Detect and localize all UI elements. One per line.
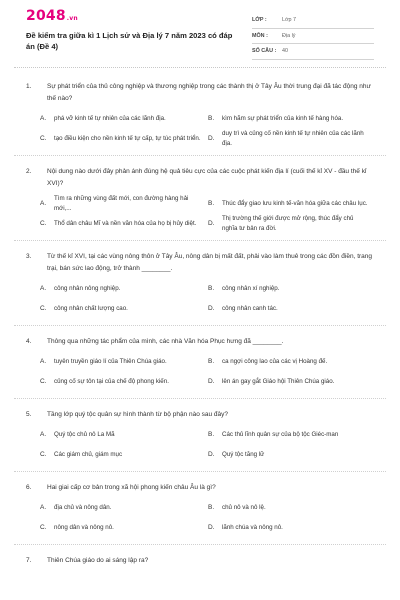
option-text: công nhân xí nghiệp. (222, 285, 280, 292)
answer-option-d[interactable] (208, 129, 376, 149)
subject-value: Địa lý (282, 32, 296, 39)
option-text: duy trì và củng cố nền kinh tế tự nhiên của các lãnh địa. (222, 130, 364, 147)
option-letter: B. (208, 358, 215, 365)
option-text: lên án gay gắt Giáo hội Thiên Chúa giáo. (222, 378, 335, 385)
option-letter: A. (40, 358, 47, 365)
option-letter: A. (40, 285, 47, 292)
question-text (26, 166, 376, 190)
option-text: lãnh chúa và nông nô. (222, 524, 283, 531)
option-text: Thúc đẩy giao lưu kinh tế-văn hóa giữa các châu lục. (222, 200, 368, 207)
page-title: Đề kiểm tra giữa kì 1 Lịch sử và Địa lý 7 năm 2023 có đáp án (Đề 4) (26, 31, 233, 51)
option-letter: D. (208, 220, 215, 227)
option-text: công nhân chất lượng cao. (54, 305, 128, 312)
option-text: phá vỡ kinh tế tự nhiên của các lãnh địa. (54, 115, 166, 122)
question-text (26, 81, 376, 105)
question-text (26, 482, 376, 494)
answer-option-b[interactable] (208, 279, 376, 299)
answer-option-c[interactable] (40, 372, 208, 392)
answer-options (40, 194, 376, 234)
logo-suffix: .vn (66, 15, 78, 22)
answer-option-a[interactable] (40, 498, 208, 518)
question-divider (14, 398, 386, 399)
meta-row-count (252, 44, 374, 60)
option-letter: A. (40, 504, 47, 511)
answer-option-b[interactable] (208, 498, 376, 518)
question-stem: Sự phát triển của thủ công nghiệp và thương nghiệp trong các thành thị ở Tây Âu thời trung đại đã tác động như thế nào? (47, 83, 371, 102)
question-stem: Hai giai cấp cơ bản trong xã hội phong kiến châu Âu là gì? (47, 484, 216, 491)
question-number: 6. (26, 484, 32, 491)
question-2 (26, 166, 376, 234)
option-text: công nhân nông nghiệp. (54, 285, 121, 292)
question-stem: Từ thế kỉ XVI, tại các vùng nông thôn ở Tây Âu, nông dân bị mất đất, phải vào làm thuê trong các đồn điền, trang trại, bán sức lao động, trở thành ________. (47, 253, 373, 272)
option-text: tuyên truyền giáo lí của Thiên Chúa giáo. (54, 358, 167, 365)
answer-options (40, 352, 376, 392)
option-letter: B. (208, 115, 215, 122)
question-divider (14, 240, 386, 241)
question-4 (26, 336, 376, 392)
site-logo[interactable] (26, 8, 78, 24)
option-letter: B. (208, 200, 215, 207)
options-row (40, 425, 376, 445)
answer-option-b[interactable] (208, 352, 376, 372)
question-6 (26, 482, 376, 538)
answer-options (40, 279, 376, 319)
question-number: 2. (26, 168, 32, 175)
options-row (40, 109, 376, 129)
option-letter: B. (208, 504, 215, 511)
answer-option-a[interactable] (40, 352, 208, 372)
question-stem: Nội dung nào dưới đây phản ánh đúng hệ quả tiêu cực của các cuộc phát kiến địa lí (cuối thế kỉ XV - đầu thế kỉ XVI)? (47, 168, 367, 187)
option-text: tạo điều kiện cho nền kinh tế tự cấp, tự túc phát triển. (54, 135, 201, 142)
question-divider (14, 325, 386, 326)
question-divider (14, 544, 386, 545)
exam-meta (252, 13, 374, 60)
option-letter: B. (208, 431, 215, 438)
meta-row-class (252, 13, 374, 29)
options-row (40, 299, 376, 319)
options-row (40, 445, 376, 465)
header-divider (14, 67, 386, 68)
answer-option-b[interactable] (208, 194, 376, 214)
options-row (40, 279, 376, 299)
answer-option-d[interactable] (208, 445, 376, 465)
answer-option-b[interactable] (208, 109, 376, 129)
option-letter: B. (208, 285, 215, 292)
options-row (40, 372, 376, 392)
answer-option-a[interactable] (40, 194, 208, 214)
answer-option-d[interactable] (208, 299, 376, 319)
question-divider (14, 155, 386, 156)
options-row (40, 498, 376, 518)
option-letter: A. (40, 200, 47, 207)
option-text: địa chủ và nông dân. (54, 504, 112, 511)
class-value: Lớp 7 (282, 17, 297, 24)
answer-option-c[interactable] (40, 129, 208, 149)
question-1 (26, 81, 376, 149)
question-text (26, 555, 376, 567)
answer-option-c[interactable] (40, 518, 208, 538)
option-text: Thị trường thế giới được mở rộng, thúc đẩy chủ nghĩa tư bản ra đời. (222, 215, 354, 232)
option-letter: C. (40, 524, 47, 531)
answer-option-a[interactable] (40, 109, 208, 129)
question-divider (14, 471, 386, 472)
option-text: Các thủ lĩnh quân sự của bộ tộc Giéc-man (222, 431, 339, 438)
question-stem: Thông qua những tác phẩm của mình, các nhà Văn hóa Phục hưng đã ________. (47, 338, 284, 345)
option-letter: C. (40, 305, 47, 312)
answer-option-b[interactable] (208, 425, 376, 445)
subject-label: MÔN : (252, 32, 268, 39)
question-number: 3. (26, 253, 32, 260)
options-row (40, 194, 376, 214)
answer-option-c[interactable] (40, 445, 208, 465)
options-row (40, 129, 376, 149)
option-text: Quý tộc chủ nô La Mã (54, 431, 115, 438)
options-row (40, 518, 376, 538)
option-letter: D. (208, 524, 215, 531)
option-text: Các giám chủ, giám mục (54, 451, 123, 458)
answer-option-c[interactable] (40, 299, 208, 319)
answer-options (40, 498, 376, 538)
answer-option-a[interactable] (40, 425, 208, 445)
options-row (40, 352, 376, 372)
options-row (40, 214, 376, 234)
option-letter: D. (208, 305, 215, 312)
question-7 (26, 555, 376, 567)
option-letter: A. (40, 115, 47, 122)
option-letter: D. (208, 135, 215, 142)
option-text: công nhân canh tác. (222, 305, 278, 312)
answer-options (40, 109, 376, 149)
question-list (0, 81, 400, 567)
meta-row-subject (252, 29, 374, 45)
answer-option-d[interactable] (208, 372, 376, 392)
answer-options (40, 425, 376, 465)
option-text: Thổ dân châu Mĩ và nền văn hóa của họ bị hủy diệt. (54, 220, 197, 227)
option-letter: A. (40, 431, 47, 438)
answer-option-d[interactable] (208, 214, 376, 234)
answer-option-d[interactable] (208, 518, 376, 538)
option-letter: D. (208, 378, 215, 385)
option-text: Quý tộc tăng lữ (222, 451, 265, 458)
logo-main: 2048 (26, 8, 66, 24)
question-count-value: 40 (282, 48, 288, 55)
option-letter: D. (208, 451, 215, 458)
option-text: kìm hãm sự phát triển của kinh tế hàng hóa. (222, 115, 344, 122)
option-text: Tìm ra những vùng đất mới, con đường hàng hải mới,... (54, 195, 189, 212)
question-number: 5. (26, 411, 32, 418)
question-number: 1. (26, 83, 32, 90)
option-letter: C. (40, 220, 47, 227)
option-letter: C. (40, 451, 47, 458)
option-text: ca ngợi công lao của các vị Hoàng đế. (222, 358, 328, 365)
option-text: củng cố sự tôn tại của chế độ phong kiến. (54, 378, 169, 385)
option-text: chủ nô và nô lệ. (222, 504, 266, 511)
question-number: 7. (26, 557, 32, 564)
class-label: LỚP : (252, 17, 267, 24)
answer-option-a[interactable] (40, 279, 208, 299)
question-number: 4. (26, 338, 32, 345)
question-count-label: SỐ CÂU : (252, 48, 277, 55)
question-stem: Tầng lớp quý tộc quân sự hình thành từ bộ phận nào sau đây? (47, 411, 229, 418)
option-letter: C. (40, 378, 47, 385)
answer-option-c[interactable] (40, 214, 208, 234)
question-5 (26, 409, 376, 465)
question-text (26, 251, 376, 275)
question-3 (26, 251, 376, 319)
question-stem: Thiên Chúa giáo do ai sáng lập ra? (47, 557, 149, 564)
question-text (26, 409, 376, 421)
page-header (0, 0, 400, 66)
option-letter: C. (40, 135, 47, 142)
option-text: nông dân và nông nô. (54, 524, 114, 531)
question-text (26, 336, 376, 348)
